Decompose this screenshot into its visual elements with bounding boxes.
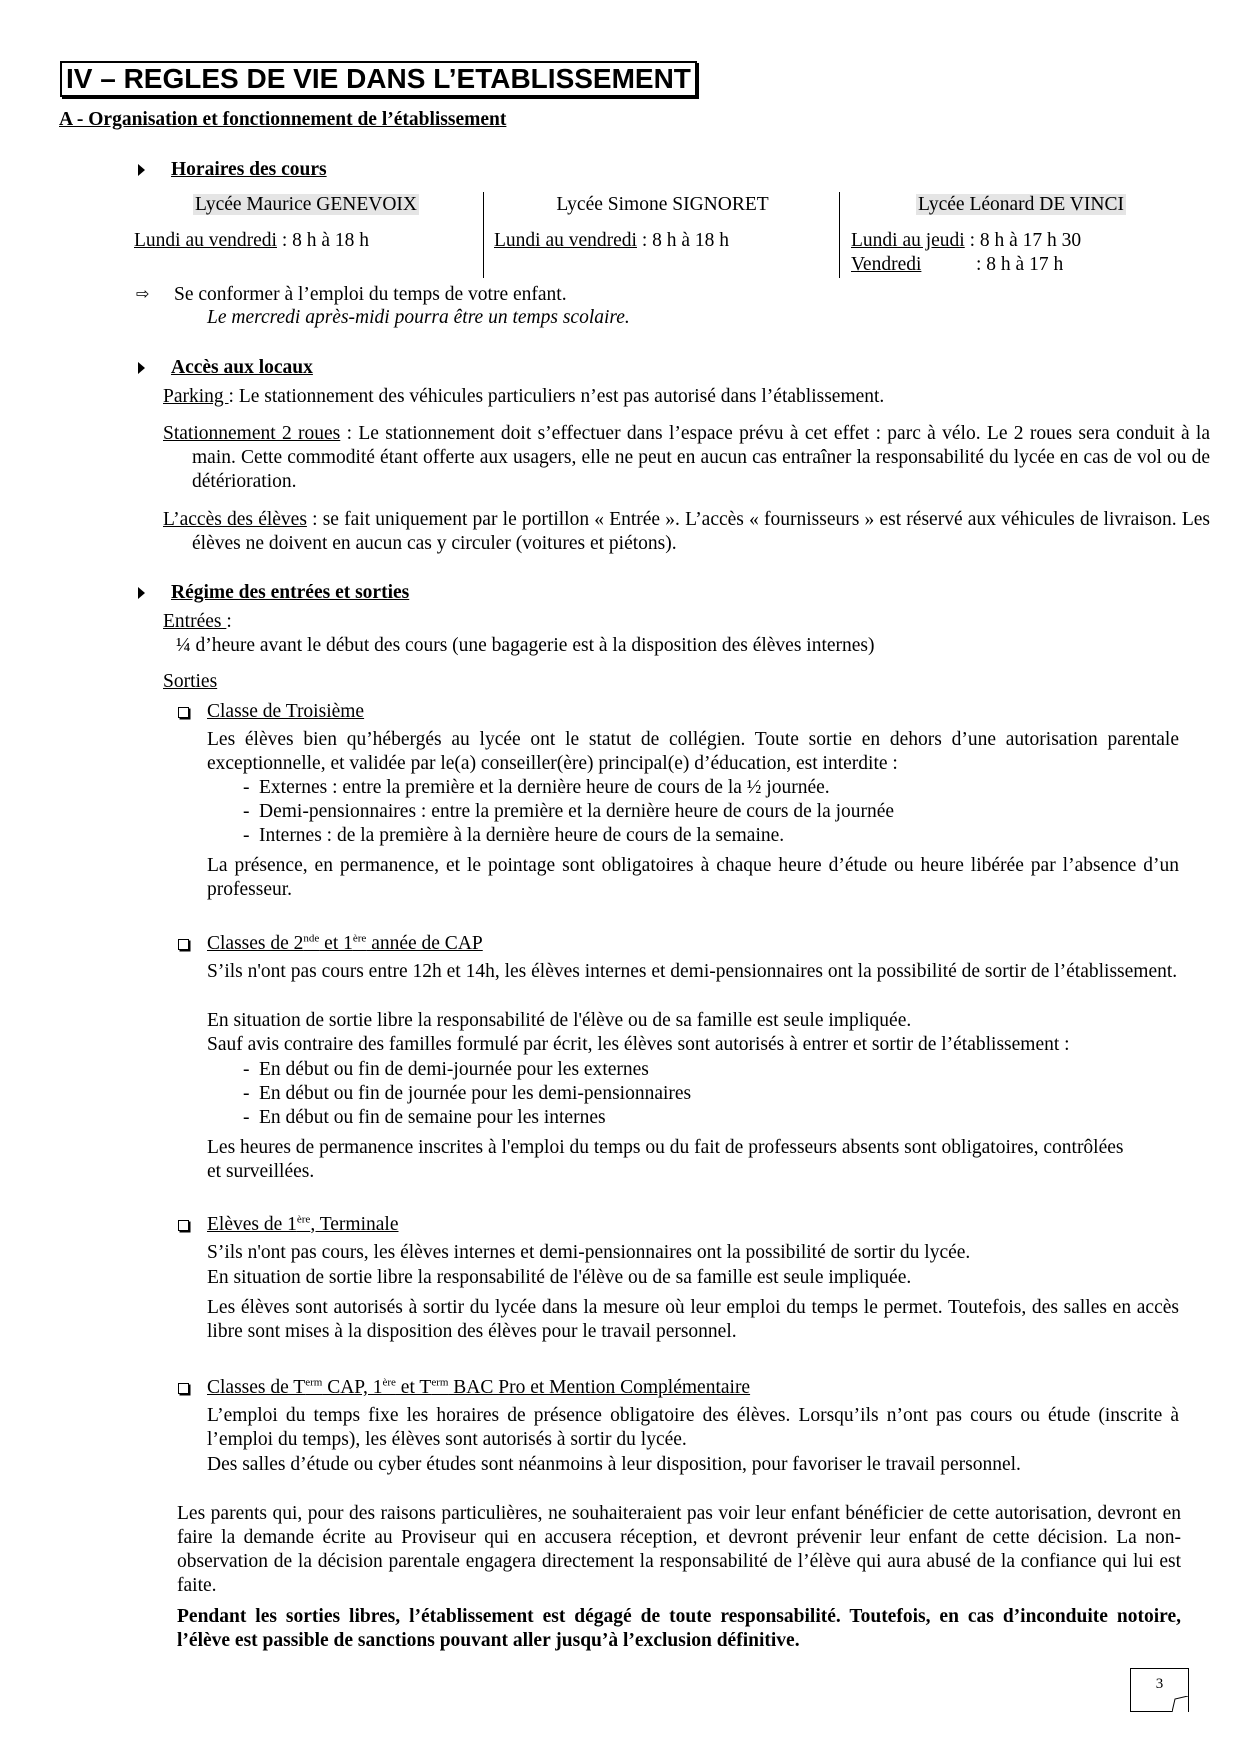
list-item: - Externes : entre la première et la dernière heure de cours de la ½ journée. bbox=[243, 776, 1143, 800]
triangle-bullet-icon bbox=[138, 587, 145, 599]
list-item: - Demi-pensionnaires : entre la première et la dernière heure de cours de la journée bbox=[243, 800, 1143, 824]
lycee-signoret-hours: Lundi au vendredi : 8 h à 18 h bbox=[494, 230, 730, 251]
column-divider bbox=[839, 192, 840, 278]
seconde-paragraph: S’ils n'ont pas cours entre 12h et 14h, les élèves internes et demi-pensionnaires ont la possibilité de sortir de l’établissement. bbox=[207, 961, 1178, 982]
entrees-label: Entrées : bbox=[163, 611, 232, 632]
checkbox-bullet-icon bbox=[178, 1220, 189, 1231]
bacpro-paragraph: L’emploi du temps fixe les horaires de présence obligatoire des élèves. Lorsqu’ils n’ont pas cours ou étude (inscrite à l’emploi du temps), les élèves sont autorisés à sortir du lycée. bbox=[207, 1405, 1179, 1450]
checkbox-bullet-icon bbox=[178, 1383, 189, 1394]
bacpro-paragraph: Des salles d’étude ou cyber études sont néanmoins à leur disposition, pour favoriser le travail personnel. bbox=[207, 1454, 1021, 1475]
seconde-paragraph: Les heures de permanence inscrites à l'emploi du temps ou du fait de professeurs absents sont obligatoires, contrôlées et surveillées. bbox=[207, 1137, 1124, 1182]
checkbox-bullet-icon bbox=[178, 707, 189, 718]
lycee-genevoix-name: Lycée Maurice GENEVOIX bbox=[195, 194, 417, 215]
horaires-heading: Horaires des cours bbox=[171, 159, 327, 180]
page-number: 3 bbox=[1130, 1668, 1189, 1712]
checkbox-bullet-icon bbox=[178, 939, 189, 950]
list-item: - En début ou fin de journée pour les demi-pensionnaires bbox=[243, 1082, 1143, 1106]
deux-roues-rule: Stationnement 2 roues : Le stationnement doit s’effectuer dans l’espace prévu à cet effet : parc à vélo. Le 2 roues sera conduit à la main. Cette commodité étant offerte aux usagers, elle ne peut en aucun cas entraîner la responsabilité du lycée en cas de vol ou de détérioration. bbox=[163, 423, 1210, 492]
section-title: IV – REGLES DE VIE DANS L’ETABLISSEMENT bbox=[60, 61, 697, 97]
bacpro-title: Classes de $T^{erm}$ CAP, 1ère et $T^{erm}$ BAC Pro et Mention Complémentaire bbox=[207, 1376, 751, 1398]
premiere-title: Elèves de 1ère, Terminale bbox=[207, 1213, 399, 1235]
premiere-paragraph: En situation de sortie libre la responsabilité de l'élève ou de sa famille est seule impliquée. bbox=[207, 1267, 912, 1288]
troisieme-paragraph: La présence, en permanence, et le pointage sont obligatoires à chaque heure d’étude ou heure libérée par l’absence d’un professeur. bbox=[207, 855, 1179, 900]
lycee-genevoix-hours: Lundi au vendredi : 8 h à 18 h bbox=[134, 230, 370, 251]
regime-heading: Régime des entrées et sorties bbox=[171, 582, 410, 603]
subsection-a-title: A - Organisation et fonctionnement de l’établissement bbox=[59, 109, 507, 130]
responsabilite-paragraph: Pendant les sorties libres, l’établissement est dégagé de toute responsabilité. Toutefois, en cas d’inconduite notoire, l’élève est passible de sanctions pouvant aller jusqu’à l’exclusion définitive. bbox=[177, 1606, 1181, 1651]
troisieme-paragraph: Les élèves bien qu’hébergés au lycée ont le statut de collégien. Toute sortie en dehors d’une autorisation parentale exceptionnelle, et validée par le(a) conseiller(ère) principal(e) d’éducation, est interdite : bbox=[207, 729, 1179, 774]
troisieme-title: Classe de Troisième bbox=[207, 701, 365, 722]
column-divider bbox=[483, 192, 484, 278]
seconde-paragraph: En situation de sortie libre la responsabilité de l'élève ou de sa famille est seule impliquée. bbox=[207, 1010, 912, 1031]
list-item: - En début ou fin de demi-journée pour les externes bbox=[243, 1058, 1143, 1082]
premiere-paragraph: Les élèves sont autorisés à sortir du lycée dans la mesure où leur emploi du temps le permet. Toutefois, des salles en accès libre sont mises à la disposition des élèves pour le travail personnel. bbox=[207, 1297, 1179, 1342]
seconde-title: Classes de 2nde et 1ère année de CAP bbox=[207, 932, 483, 954]
arrow-right-icon: ⇨ bbox=[136, 284, 150, 303]
list-item: - Internes : de la première à la dernière heure de cours de la semaine. bbox=[243, 824, 1143, 848]
list-item: - En début ou fin de semaine pour les internes bbox=[243, 1106, 1143, 1130]
parents-paragraph: Les parents qui, pour des raisons particulières, ne souhaiteraient pas voir leur enfant bénéficier de cette autorisation, devront en faire la demande écrite au Proviseur qui en accusera réception, et devront prévenir leur enfant de cette décision. La non-observation de la décision parentale engagera directement la responsabilité de l’élève qui aura abusé de la confiance qui lui est faite. bbox=[177, 1503, 1181, 1596]
lycee-devinci-name: Lycée Léonard DE VINCI bbox=[918, 194, 1124, 215]
horaires-note: Se conformer à l’emploi du temps de votre enfant. bbox=[174, 284, 567, 305]
acces-heading: Accès aux locaux bbox=[171, 357, 313, 378]
lycee-devinci-hours-weekdays: Lundi au jeudi : 8 h à 17 h 30 bbox=[851, 230, 1082, 251]
lycee-signoret-name: Lycée Simone SIGNORET bbox=[556, 194, 769, 215]
troisieme-list bbox=[243, 776, 1143, 848]
parking-rule: Parking : Le stationnement des véhicules particuliers n’est pas autorisé dans l’établissement. bbox=[163, 386, 885, 407]
entrees-text: ¼ d’heure avant le début des cours (une bagagerie est à la disposition des élèves internes) bbox=[176, 635, 875, 656]
lycee-devinci-hours-friday: Vendredi : 8 h à 17 h bbox=[851, 254, 1064, 275]
horaires-note-italic: Le mercredi après-midi pourra être un temps scolaire. bbox=[207, 307, 630, 328]
premiere-paragraph: S’ils n'ont pas cours, les élèves internes et demi-pensionnaires ont la possibilité de sortir du lycée. bbox=[207, 1242, 971, 1263]
seconde-list bbox=[243, 1058, 1143, 1130]
page-fold-icon bbox=[1172, 1696, 1188, 1712]
sorties-label: Sorties bbox=[163, 671, 218, 692]
seconde-paragraph: Sauf avis contraire des familles formulé par écrit, les élèves sont autorisés à entrer et sortir de l’établissement : bbox=[207, 1034, 1070, 1055]
triangle-bullet-icon bbox=[138, 164, 145, 176]
triangle-bullet-icon bbox=[138, 362, 145, 374]
acces-eleves-rule: L’accès des élèves : se fait uniquement par le portillon « Entrée ». L’accès « fournisseurs » est réservé aux véhicules de livraison. Les élèves ne doivent en aucun cas y circuler (voitures et piétons). bbox=[163, 509, 1210, 554]
